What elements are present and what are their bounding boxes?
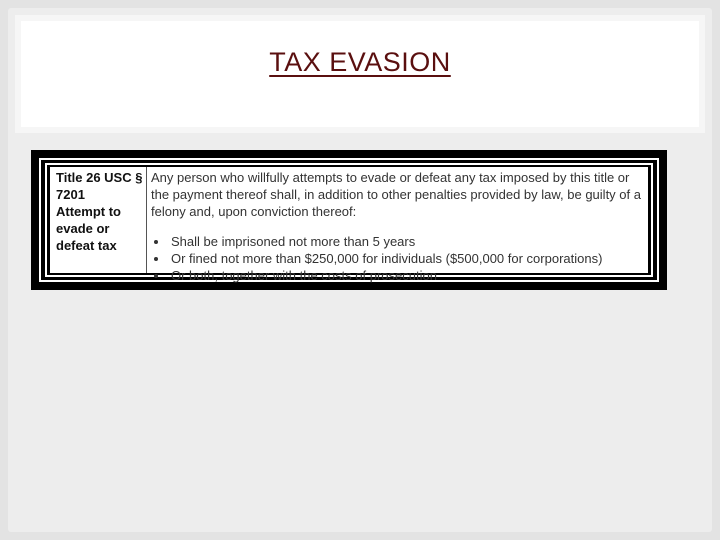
slide-title xyxy=(21,47,699,78)
statute-body-cell xyxy=(148,167,648,283)
penalty-item: • Or both, together with the costs of prosecution xyxy=(169,267,602,284)
title-box xyxy=(21,21,699,127)
statute-description: Any person who willfully attempts to evade or defeat any tax imposed by this title or the payment thereof shall, in addition to other penalties provided by law, be guilty of a felony and, upon conviction thereof: xyxy=(151,170,641,219)
frame-border-line xyxy=(39,158,41,282)
frame-border-line xyxy=(41,158,657,160)
statute-image-frame xyxy=(31,150,667,290)
frame-border-line xyxy=(45,163,653,165)
frame-border-line xyxy=(45,163,47,277)
statute-heading-cell xyxy=(50,167,147,273)
statute-table xyxy=(50,167,648,283)
penalty-item: • Shall be imprisoned not more than 5 years xyxy=(169,233,602,250)
statute-heading: Title 26 USC § 7201 Attempt to evade or defeat tax xyxy=(56,170,143,253)
penalty-item: • Or fined not more than $250,000 for individuals ($500,000 for corporations) xyxy=(169,250,602,267)
frame-border-line xyxy=(651,163,653,277)
slide-title-text: TAX EVASION xyxy=(269,47,451,77)
penalty-list xyxy=(151,233,602,284)
frame-border-line xyxy=(657,158,659,282)
